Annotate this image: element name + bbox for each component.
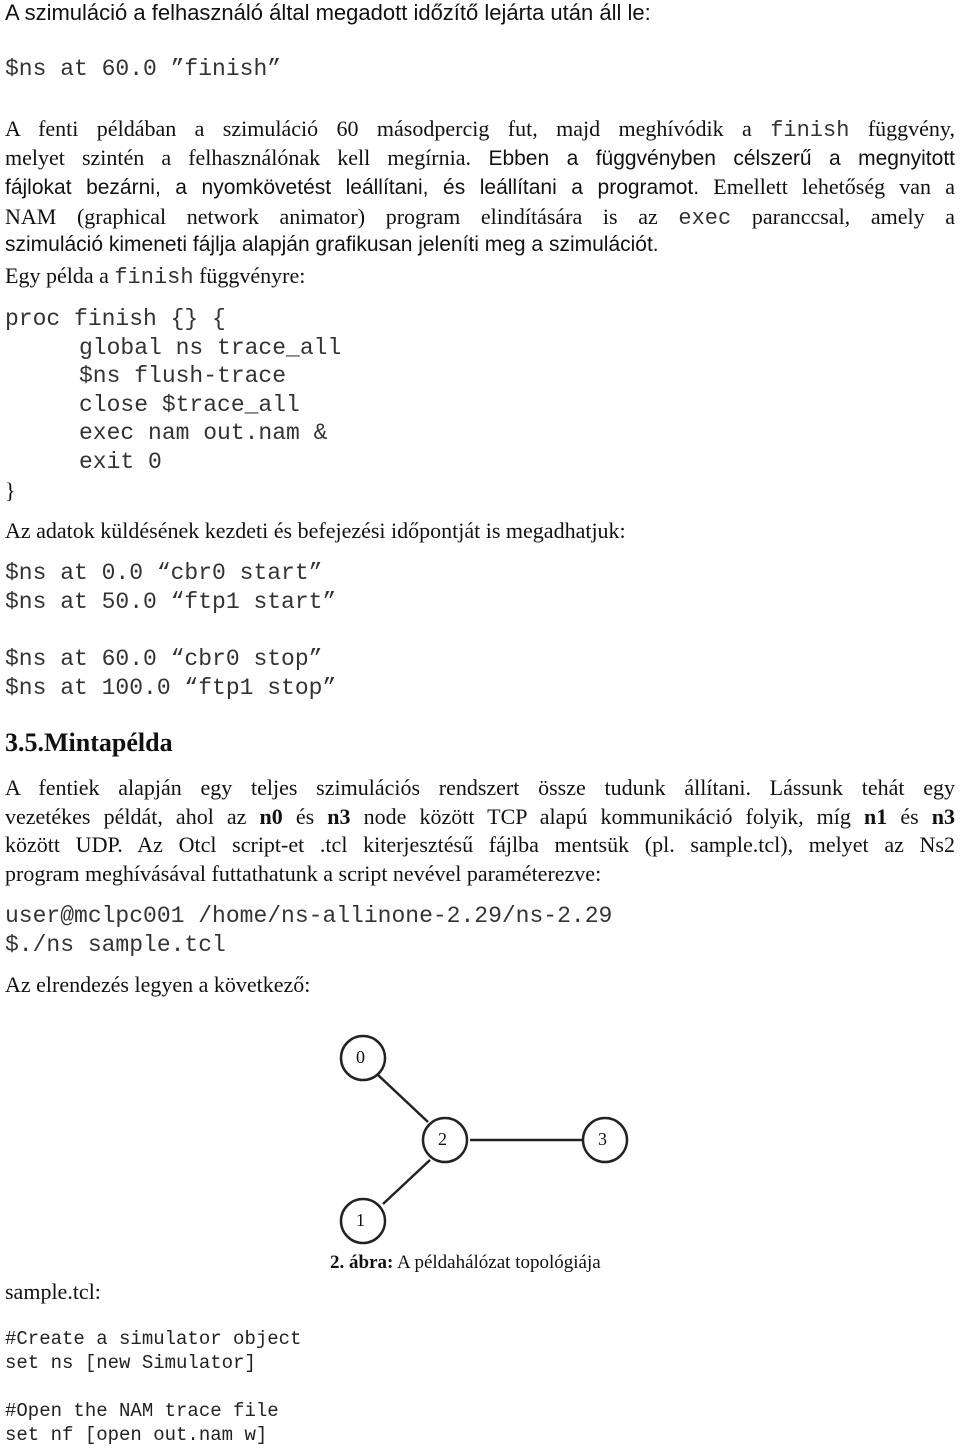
code-line: set nf [open out.nam w] [5,1424,268,1446]
node-label-2: 2 [438,1129,447,1149]
code-ns-finish: $ns at 60.0 ”finish” [5,56,282,82]
paragraph-line: A fentiek alapján egy teljes szimulációs rendszert össze tudunk állítani. Lássunk tehát egy [5,775,955,800]
command-line: user@mclpc001 /home/ns-allinone-2.29/ns-2.29 [5,903,613,929]
code-line: #Open the NAM trace file [5,1400,279,1422]
text-span: A fenti példában a szimuláció 60 másodpercig fut, majd meghívódik a [5,116,771,141]
caption-label: 2. ábra: [330,1252,394,1273]
inline-code: exec [678,206,732,231]
bold-node: n3 [931,804,955,829]
text-span: node között TCP alapú kommunikáció folyik, míg [350,804,864,829]
caption-text: A példahálózat topológiája [393,1252,601,1273]
paragraph-line: Az elrendezés legyen a következő: [5,972,311,997]
code-line: exec nam out.nam & [79,420,328,446]
code-line: $ns at 0.0 “cbr0 start” [5,560,323,586]
code-line: #Create a simulator object [5,1328,302,1350]
text-span: és [887,804,932,829]
code-line: } [5,478,16,503]
code-line: set ns [new Simulator] [5,1352,256,1374]
text-span: vezetékes példát, ahol az [5,804,260,829]
bold-node: n0 [259,804,283,829]
intro-text: A szimuláció a felhasználó által megadott időzítő lejárta után áll le: [5,0,651,25]
code-line: $ns at 60.0 “cbr0 stop” [5,646,323,672]
bold-node: n3 [327,804,351,829]
code-line: $ns at 100.0 “ftp1 stop” [5,675,337,701]
bold-node: n1 [864,804,888,829]
command-line: $./ns sample.tcl [5,932,226,958]
code-line: exit 0 [79,449,162,475]
text-span: Egy példa a [5,263,115,288]
text-span: függvényre: [193,263,306,288]
inline-code: finish [114,265,194,290]
inline-code: finish [770,118,850,143]
node-label-0: 0 [356,1047,365,1067]
code-line: proc finish {} { [5,306,226,332]
node-label-1: 1 [356,1210,365,1230]
code-line: close $trace_all [79,392,300,418]
code-line: $ns flush-trace [79,363,287,389]
text-span: paranccsal, amely a [731,204,955,229]
code-line: $ns at 50.0 “ftp1 start” [5,589,337,615]
text-span: Emellett lehetőség van a [699,174,956,199]
text-span: fájlokat bezárni, a nyomkövetést leállítani, és leállítani a programot. [5,176,700,199]
paragraph-line: szimuláció kimeneti fájlja alapján grafikusan jeleníti meg a szimulációt. [5,233,659,256]
text-span: melyet szintén a felhasználónak kell megírnia. [5,145,472,170]
text-span: Ebben a függvényben célszerű a megnyitott [471,147,955,170]
sample-label: sample.tcl: [5,1279,101,1304]
link-0-2 [378,1075,428,1122]
link-1-2 [383,1160,430,1204]
paragraph-line: program meghívásával futtathatunk a script nevével paraméterezve: [5,861,602,886]
figure-caption [330,1252,601,1274]
paragraph-line: Az adatok küldésének kezdeti és befejezési időpontját is megadhatjuk: [5,518,626,543]
code-line: global ns trace_all [79,335,342,361]
node-label-3: 3 [598,1129,607,1149]
text-span: NAM (graphical network animator) program elindítására is az [5,204,679,229]
section-heading: 3.5.Mintapélda [5,728,173,757]
paragraph-line: között UDP. Az Otcl script-et .tcl kiterjesztésű fájlba mentsük (pl. sample.tcl), melyet az Ns2 [5,832,955,857]
text-span: és [282,804,328,829]
text-span: függvény, [849,116,955,141]
